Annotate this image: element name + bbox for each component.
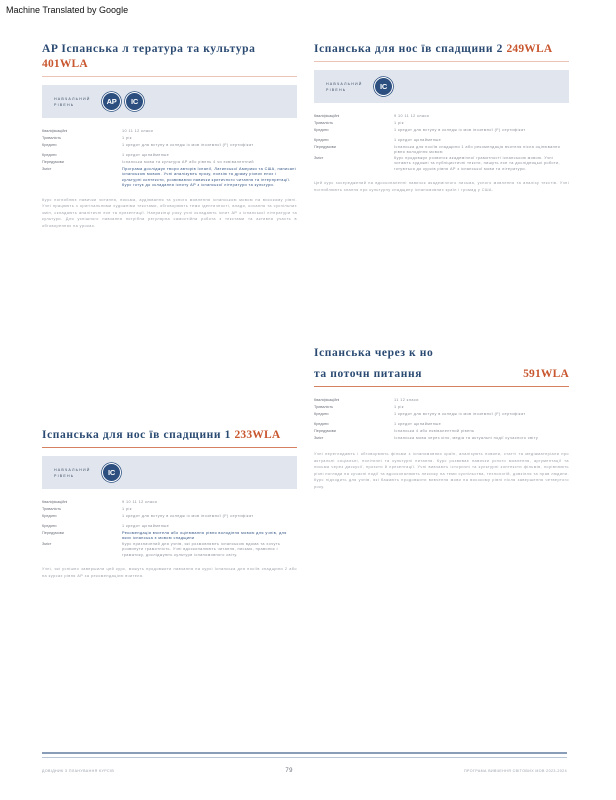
ap-badge-icon: AP bbox=[102, 92, 121, 111]
machine-translated-banner: Machine Translated by Google bbox=[6, 5, 129, 15]
course-title bbox=[42, 428, 297, 443]
level-label: НАВЧАЛЬНИЙ РІВЕНЬ bbox=[54, 96, 91, 107]
info-row-credits-min: Кредити 1 кредит щонайменше bbox=[314, 138, 442, 142]
title-divider bbox=[42, 447, 297, 448]
info-row-credits-min: Кредити 1 кредит щонайменше bbox=[42, 153, 170, 157]
info-row-duration: Тривалість 1 рік bbox=[314, 405, 404, 409]
footer-right-text: ПРОГРАМА ВИВЧЕННЯ СВІТОВИХ МОВ 2023-2024 bbox=[464, 769, 567, 773]
course-code: 591WLA bbox=[523, 368, 569, 380]
info-row-content: Зміст Програма досліджує твори авторів Іспанії, Латинської Америки та США, написані іспанською мовою. Учні аналізують прозу, поезію та драму різних епох і культурні контексти, розвиваючи навички критичного читання та інтерпретації. Курс готує до складання іспиту AP з іспанської літератури та культури. bbox=[42, 167, 296, 188]
info-row-grades: Кваліфікаційні 10 11 12 класи bbox=[42, 129, 154, 133]
info-row-credits: Кредити 1 кредит для вступу в коледж із мов іноземної (F) сертифікат bbox=[314, 128, 526, 132]
info-row-grades: Кваліфікаційні 9 10 11 12 класи bbox=[42, 500, 158, 504]
course-spanish-heritage-1 bbox=[42, 428, 297, 579]
info-row-prerequisites: Передумови Іспанська мова та культура AP або рівень 4 чи еквівалентний bbox=[42, 160, 254, 164]
info-row-prerequisites: Передумови Іспанська для носіїв спадщини 1 або рекомендація вчителя після оцінювання рівня володіння мовою bbox=[314, 145, 561, 155]
info-row-grades: Кваліфікаційні 9 10 11 12 класи bbox=[314, 114, 430, 118]
footer-rule-bottom bbox=[42, 757, 567, 758]
course-code: 401WLA bbox=[42, 58, 88, 70]
info-row-prerequisites: Передумови Іспанська 4 або еквівалентний рівень bbox=[314, 429, 475, 433]
course-level-band bbox=[42, 456, 297, 489]
course-title bbox=[42, 42, 297, 72]
course-title-text: Іспанська для нос їв спадщини 1 bbox=[42, 429, 231, 441]
info-row-grades: Кваліфікаційні 11 12 класи bbox=[314, 398, 419, 402]
info-row-content: Зміст Курс продовжує розвиток академічної грамотності іспанською мовою. Учні читають художні та публіцистичні тексти, пишуть есе та дослідницькі роботи, готуються до курсів рівня AP з іспанської мови та літератури. bbox=[314, 155, 560, 171]
info-row-content: Зміст Іспанська мова через кіно, медіа та актуальні події сучасного світу bbox=[314, 436, 539, 440]
course-info-table bbox=[314, 114, 569, 172]
course-code: 233WLA bbox=[234, 429, 281, 441]
course-title-text: AP Іспанська л тература та культура bbox=[42, 43, 256, 55]
info-row-content: Зміст Курс призначений для учнів, які розмовляють іспанською вдома та хочуть розвинути грамотність. Учні вдосконалюють читання, письмо, правопис і граматику, досліджують культури іспаномовного світу. bbox=[42, 541, 281, 557]
course-spanish-heritage-2 bbox=[314, 42, 569, 193]
info-row-credits: Кредити 1 кредит для вступу в коледж із мов іноземної (F) сертифікат bbox=[314, 412, 526, 416]
level-label: НАВЧАЛЬНИЙ РІВЕНЬ bbox=[54, 467, 91, 478]
course-code: 249WLA bbox=[506, 43, 553, 55]
course-description: Учні переглядають і обговорюють фільми з іспаномовних країн, аналізують новини, статті та медіаматеріали про актуальні соціальні, політичні та культурні питання. Курс розвиває навички усного мовлення, аргументації та письма через дискусії, проєкти й презентації. Учні вивчають історичні та культурні контексти фільмів, порівнюють різні погляди на сучасні події та вдосконалюють лексику на теми суспільства, технологій, довкілля та прав людини. Курс підходить для учнів, які бажають продовжити вивчення мови на високому рівні після завершення четвертого року. bbox=[314, 452, 569, 489]
course-level-band bbox=[42, 85, 297, 118]
title-divider bbox=[42, 76, 297, 77]
course-title-text: Іспанська через к но bbox=[314, 347, 434, 359]
course-title-text-2: та поточн питання bbox=[314, 368, 423, 380]
title-divider bbox=[314, 386, 569, 387]
info-row-credits: Кредити 1 кредит для вступу в коледж із мов іноземної (F) сертифікат bbox=[42, 514, 254, 518]
course-title bbox=[314, 346, 569, 361]
page-number: 79 bbox=[285, 768, 293, 774]
course-spanish-through-cinema bbox=[314, 346, 569, 491]
course-title-line2 bbox=[314, 367, 569, 382]
info-row-credits: Кредити 1 кредит для вступу в коледж із мов іноземної (F) сертифікат bbox=[42, 143, 254, 147]
footer-left-text: ДОВІДНИК З ПЛАНУВАННЯ КУРСІВ bbox=[42, 769, 115, 773]
info-row-prerequisites: Передумови Рекомендація вчителя або оцінювання рівня володіння мовою для учнів, для яких іспанська є мовою спадщини bbox=[42, 531, 287, 541]
info-row-duration: Тривалість 1 рік bbox=[42, 136, 132, 140]
course-info-table bbox=[42, 129, 297, 189]
level-label: НАВЧАЛЬНИЙ РІВЕНЬ bbox=[326, 81, 363, 92]
course-title-text: Іспанська для нос їв спадщини 2 bbox=[314, 43, 503, 55]
title-divider bbox=[314, 61, 569, 62]
course-info-table bbox=[314, 398, 569, 443]
ic-badge-icon: IC bbox=[102, 463, 121, 482]
course-ap-spanish-literature bbox=[42, 42, 297, 230]
ic-badge-icon: IC bbox=[374, 77, 393, 96]
info-row-credits-min: Кредити 1 кредит щонайменше bbox=[42, 524, 170, 528]
course-description: Цей курс зосереджений на вдосконаленні навичок академічного письма, усного мовлення та аналізу текстів. Учні поглиблюють знання про культурну спадщину іспаномовних країн і громад у США. bbox=[314, 181, 569, 192]
course-description: Учні, які успішно завершили цей курс, можуть продовжити навчання на курсі Іспанська для носіїв спадщини 2 або на курсах рівня AP за рекомендацією вчителя. bbox=[42, 567, 297, 578]
course-title bbox=[314, 42, 569, 57]
course-level-band bbox=[314, 70, 569, 103]
course-info-table bbox=[42, 500, 297, 558]
ic-badge-icon: IC bbox=[125, 92, 144, 111]
page-footer bbox=[42, 768, 567, 774]
info-row-duration: Тривалість 1 рік bbox=[42, 507, 132, 511]
course-description: Курс поглиблює навички читання, письма, аудіювання та усного мовлення іспанською мовою на високому рівні. Учні працюють з оригінальними художніми текстами, обговорюють теми ідентичності, влади, кохання та суспільних змін, складають аналітичні есе та презентації. Наприкінці року учні складають іспит AP з іспанської літератури та культури. Для успішного навчання потрібна регулярна самостійна робота з текстами та активна участь в обговореннях на уроках. bbox=[42, 197, 297, 228]
info-row-credits-min: Кредити 1 кредит щонайменше bbox=[314, 422, 442, 426]
footer-rule-top bbox=[42, 752, 567, 754]
info-row-duration: Тривалість 1 рік bbox=[314, 121, 404, 125]
